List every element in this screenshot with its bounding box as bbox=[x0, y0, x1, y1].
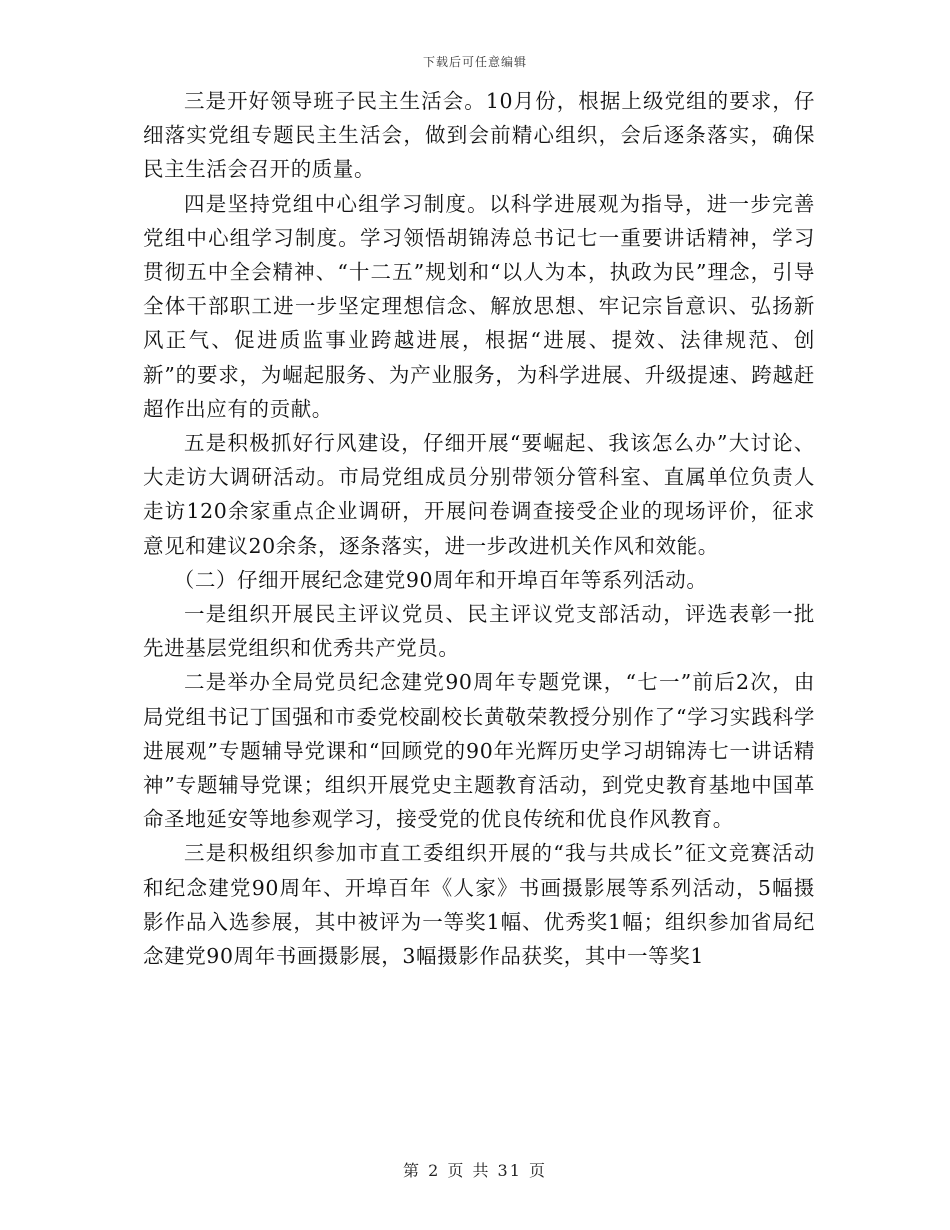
paragraph: 三是积极组织参加市直工委组织开展的“我与共成长”征文竞赛活动和纪念建党90周年、开埠百年《人家》书画摄影展等系列活动，5幅摄影作品入选参展，其中被评为一等奖1幅、优秀奖1幅；组织参加省局纪念建党90周年书画摄影展，3幅摄影作品获奖，其中一等奖1 bbox=[143, 841, 815, 969]
document-body bbox=[143, 84, 815, 973]
header-note: 下载后可任意编辑 bbox=[422, 55, 527, 69]
section-heading: （二）仔细开展纪念建党90周年和开埠百年等系列活动。 bbox=[173, 567, 708, 592]
paragraph: 五是积极抓好行风建设，仔细开展“要崛起、我该怎么办”大讨论、大走访大调研活动。市局党组成员分别带领分管科室、直属单位负责人走访120余家重点企业调研，开展问卷调查接受企业的现场评价，征求意见和建议20余条，逐条落实，进一步改进机关作风和效能。 bbox=[143, 431, 815, 558]
paragraph: 二是举办全局党员纪念建党90周年专题党课，“七一”前后2次，由局党组书记丁国强和市委党校副校长黄敬荣教授分别作了“学习实践科学进展观”专题辅导党课和“回顾党的90年光辉历史学习胡锦涛七一讲话精神”专题辅导党课；组织开展党史主题教育活动，到党史教育基地中国革命圣地延安等地参观学习，接受党的优良传统和优良作风教育。 bbox=[143, 670, 815, 832]
page-number-footer: 第 2 页 共 31 页 bbox=[403, 1161, 547, 1180]
paragraph: 三是开好领导班子民主生活会。10月份，根据上级党组的要求，仔细落实党组专题民主生活会，做到会前精心组织，会后逐条落实，确保民主生活会召开的质量。 bbox=[143, 89, 815, 182]
paragraph: 四是坚持党组中心组学习制度。以科学进展观为指导，进一步完善党组中心组学习制度。学习领悟胡锦涛总书记七一重要讲话精神，学习贯彻五中全会精神、“十二五”规划和“以人为本，执政为民”理念，引导全体干部职工进一步坚定理想信念、解放思想、牢记宗旨意识、弘扬新风正气、促进质监事业跨越进展，根据“进展、提效、法律规范、创新”的要求，为崛起服务、为产业服务，为科学进展、升级提速、跨越赶超作出应有的贡献。 bbox=[143, 191, 815, 421]
paragraph: 一是组织开展民主评议党员、民主评议党支部活动，评选表彰一批先进基层党组织和优秀共产党员。 bbox=[143, 602, 815, 661]
